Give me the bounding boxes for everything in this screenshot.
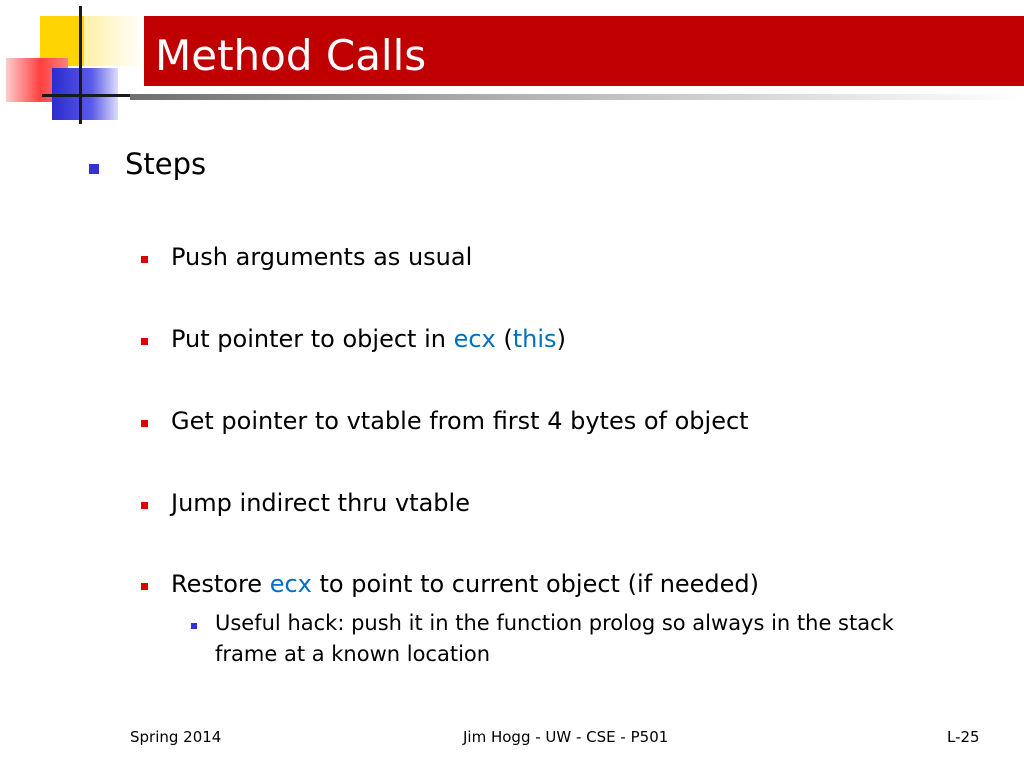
decor-vertical-line: [79, 6, 82, 124]
bullet-level2: [141, 420, 148, 427]
item-text: Restore: [171, 570, 270, 598]
bullet-level2: [141, 256, 148, 263]
decor-yellow-fade: [84, 16, 144, 66]
item-text: to point to current object (if needed): [311, 570, 760, 598]
bullet-level2: [141, 502, 148, 509]
keyword-this: this: [512, 325, 557, 353]
bullet-level3: [191, 623, 197, 629]
decor-horizontal-line: [42, 94, 142, 97]
item-put-pointer: [171, 324, 566, 354]
item-text: ): [556, 325, 566, 353]
bullet-level1: [89, 164, 99, 174]
footer-date: Spring 2014: [130, 728, 222, 746]
subitem-useful-hack: Useful hack: push it in the function prolog so always in the stack frame at a known location: [215, 611, 894, 666]
keyword-ecx: ecx: [453, 325, 496, 353]
item-text: Put pointer to object in: [171, 325, 454, 353]
item-push-arguments: Push arguments as usual: [171, 243, 473, 271]
item-text: (: [495, 325, 513, 353]
footer-author: Jim Hogg - UW - CSE - P501: [463, 728, 669, 746]
bullet-level2: [141, 583, 148, 590]
slide-title: Method Calls: [155, 31, 427, 80]
item-restore-ecx: [171, 569, 759, 599]
title-underline: [130, 94, 1024, 100]
item-get-vtable: Get pointer to vtable from first 4 bytes of object: [171, 407, 749, 435]
item-jump-indirect: Jump indirect thru vtable: [171, 489, 470, 517]
bullet-steps: Steps: [125, 147, 207, 181]
footer-slide-number: L-25: [947, 728, 980, 746]
bullet-level2: [141, 338, 148, 345]
keyword-ecx: ecx: [269, 570, 312, 598]
